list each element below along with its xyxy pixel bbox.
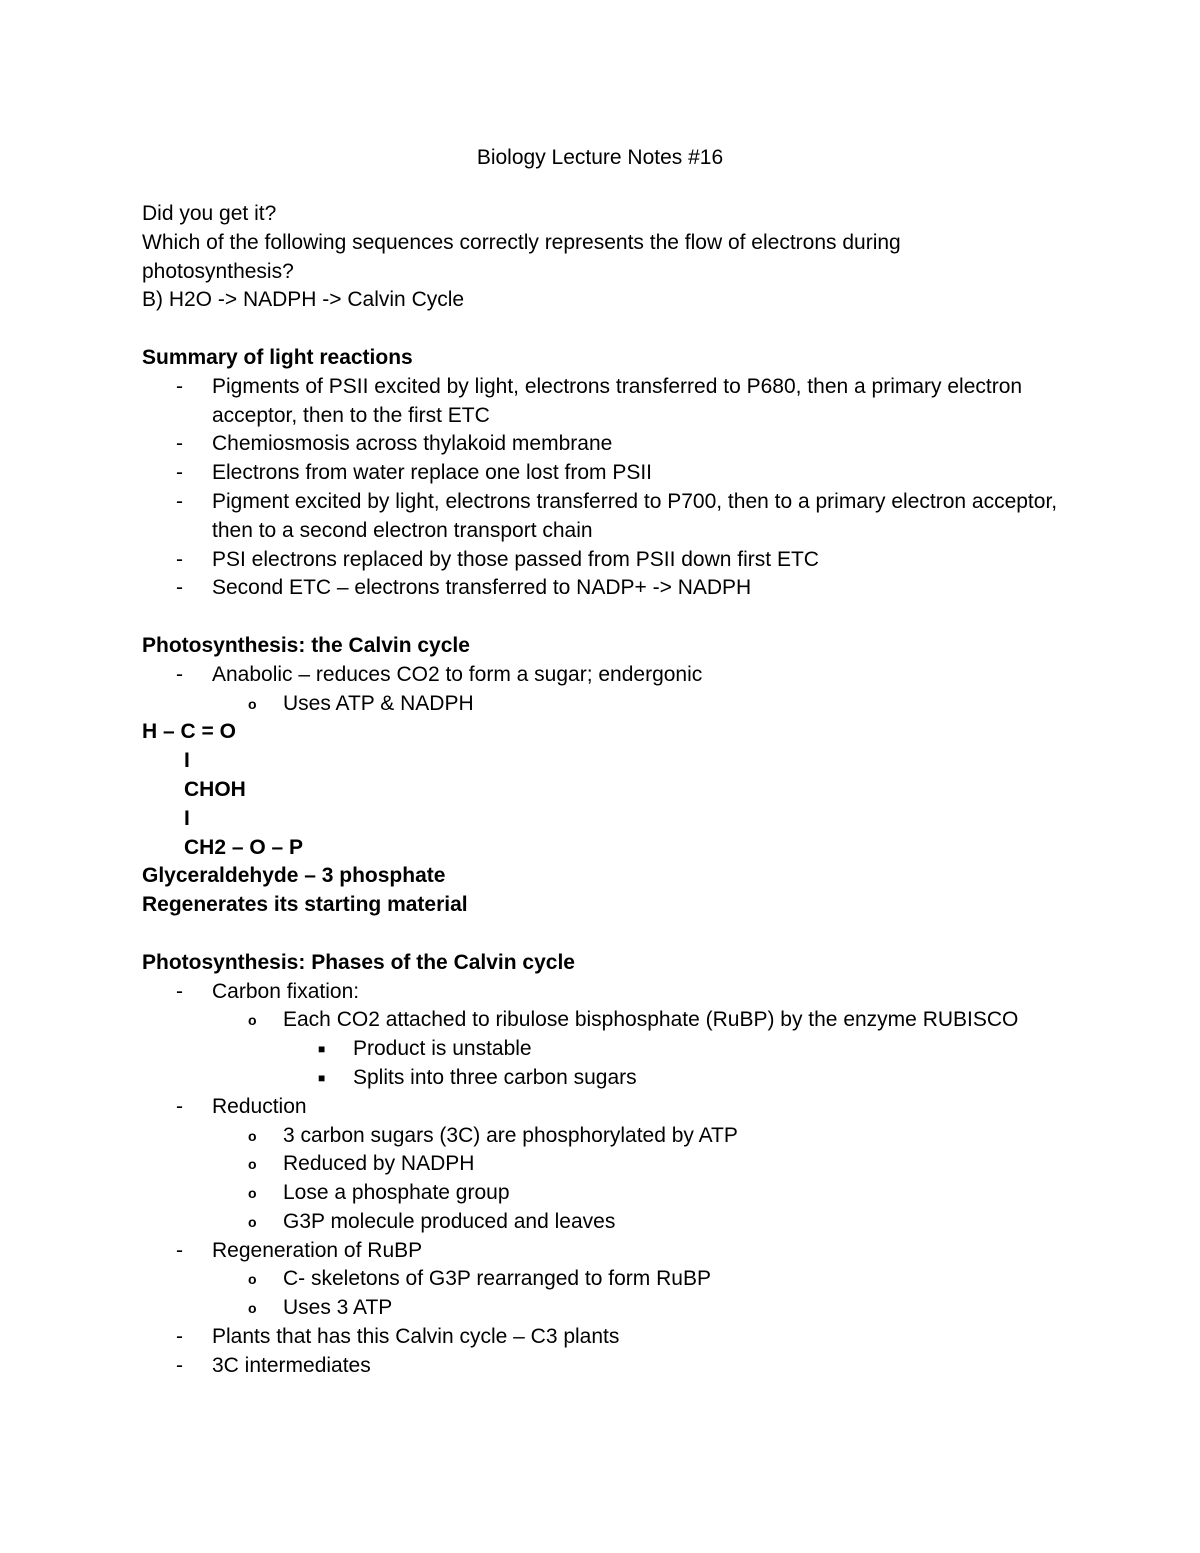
spacer: [142, 315, 1072, 344]
dash-bullet: -: [176, 489, 183, 513]
list-item: o Uses 3 ATP: [142, 1294, 1072, 1323]
circle-bullet: o: [248, 1012, 257, 1029]
list-item: o Each CO2 attached to ribulose bisphosphate (RuBP) by the enzyme RUBISCO: [142, 1006, 1072, 1035]
list-item: - 3C intermediates: [142, 1352, 1072, 1381]
circle-bullet: o: [248, 1213, 257, 1230]
list-item: o 3 carbon sugars (3C) are phosphorylated by ATP: [142, 1122, 1072, 1151]
list-item: ■ Product is unstable: [142, 1035, 1072, 1064]
dash-bullet: -: [176, 979, 183, 1003]
circle-bullet: o: [248, 1271, 257, 1288]
phases-heading: Photosynthesis: Phases of the Calvin cycle: [142, 950, 575, 974]
dash-bullet: -: [176, 1353, 183, 1377]
document-title: Biology Lecture Notes #16: [476, 146, 724, 169]
square-bullet: ■: [318, 1042, 326, 1057]
dash-bullet: -: [176, 662, 183, 686]
structure-bond: I: [184, 806, 190, 830]
structure-bond: I: [184, 749, 190, 773]
dash-bullet: -: [176, 547, 183, 571]
list-item: o Lose a phosphate group: [142, 1179, 1072, 1208]
structure-line: H – C = O: [142, 720, 236, 744]
circle-bullet: o: [248, 1127, 257, 1144]
structure-line: CHOH: [184, 777, 246, 801]
dash-bullet: -: [176, 576, 183, 600]
list-item: - Carbon fixation:: [142, 978, 1072, 1007]
dash-bullet: -: [176, 461, 183, 485]
dash-bullet: -: [176, 432, 183, 456]
list-item: - Pigments of PSII excited by light, electrons transferred to P680, then a primary electron acceptor, then to the first ETC: [176, 374, 1023, 427]
quiz-heading: Did you get it?: [142, 202, 277, 225]
list-item: - Pigment excited by light, electrons transferred to P700, then to a primary electron acceptor, then to a second electron transport chain: [176, 489, 1058, 542]
list-item: - Second ETC – electrons transferred to NADP+ -> NADPH: [142, 574, 1072, 603]
dash-bullet: -: [176, 374, 183, 398]
structure-line: CH2 – O – P: [184, 835, 304, 859]
list-item: - PSI electrons replaced by those passed from PSII down first ETC: [142, 546, 1072, 575]
list-item: - Chemiosmosis across thylakoid membrane: [142, 430, 1072, 459]
list-item: - Regeneration of RuBP: [142, 1237, 1072, 1266]
quiz-answer: B) H2O -> NADPH -> Calvin Cycle: [142, 288, 465, 312]
list-item: - Electrons from water replace one lost from PSII: [142, 459, 1072, 488]
document-body: [142, 200, 1072, 1381]
spacer: [142, 920, 1072, 949]
square-bullet: ■: [318, 1070, 326, 1085]
regenerates-note: Regenerates its starting material: [142, 893, 468, 917]
list-item: - Anabolic – reduces CO2 to form a sugar; endergonic: [142, 661, 1072, 690]
circle-bullet: o: [248, 695, 257, 712]
circle-bullet: o: [248, 1300, 257, 1317]
list-item: o Reduced by NADPH: [142, 1150, 1072, 1179]
list-item: o C- skeletons of G3P rearranged to form RuBP: [142, 1265, 1072, 1294]
list-item: o G3P molecule produced and leaves: [142, 1208, 1072, 1237]
molecule-name: Glyceraldehyde – 3 phosphate: [142, 864, 446, 888]
quiz-question-line-1: Which of the following sequences correctly represents the flow of electrons during: [142, 230, 901, 254]
calvin-heading: Photosynthesis: the Calvin cycle: [142, 633, 470, 657]
list-item: - Reduction: [142, 1093, 1072, 1122]
dash-bullet: -: [176, 1325, 183, 1349]
spacer: [142, 603, 1072, 632]
list-item: o Uses ATP & NADPH: [142, 690, 1072, 719]
circle-bullet: o: [248, 1156, 257, 1173]
dash-bullet: -: [176, 1238, 183, 1262]
list-item: - Plants that has this Calvin cycle – C3 plants: [142, 1323, 1072, 1352]
dash-bullet: -: [176, 1094, 183, 1118]
list-item: ■ Splits into three carbon sugars: [142, 1064, 1072, 1093]
light-reactions-heading: Summary of light reactions: [142, 345, 413, 369]
quiz-question-line-2: photosynthesis?: [142, 259, 294, 283]
circle-bullet: o: [248, 1185, 257, 1202]
